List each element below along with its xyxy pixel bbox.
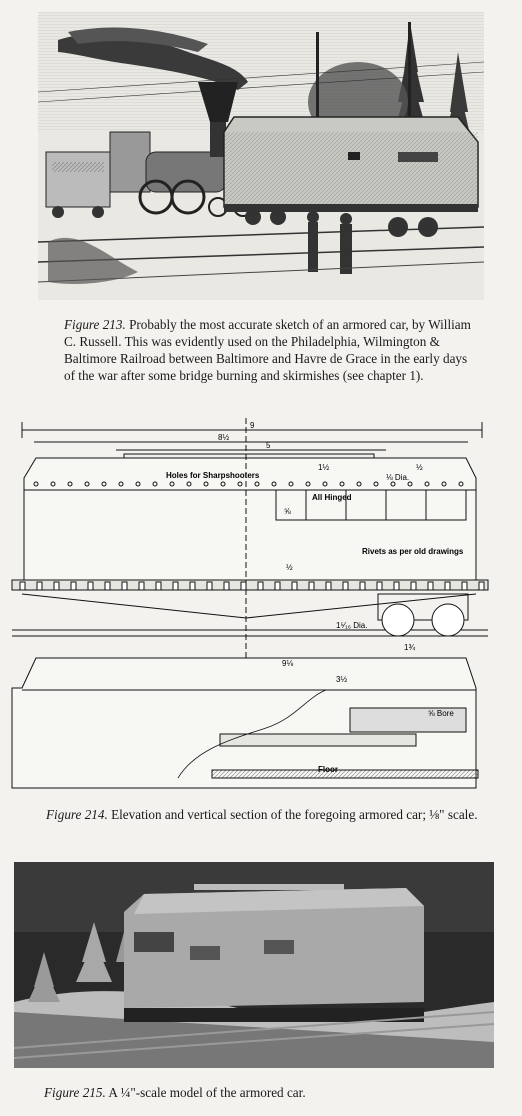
figure-213-caption bbox=[64, 316, 474, 384]
frame-post bbox=[207, 582, 212, 590]
frame-post bbox=[241, 582, 246, 590]
frame-post bbox=[360, 582, 365, 590]
label-hinged: All Hinged bbox=[312, 493, 352, 502]
dim-section-inner: 3½ bbox=[336, 675, 348, 684]
label-holes: Holes for Sharpshooters bbox=[166, 471, 260, 480]
frame-post bbox=[343, 582, 348, 590]
frame-post bbox=[37, 582, 42, 590]
frame-post bbox=[173, 582, 178, 590]
frame-post bbox=[377, 582, 382, 590]
label-rivets: Rivets as per old drawings bbox=[362, 547, 464, 556]
figure-215-text: A ¼"-scale model of the armored car. bbox=[108, 1085, 306, 1100]
dim-walkway-length: 5 bbox=[266, 441, 271, 450]
label-wheel-dia: 1⁵⁄₁₆ Dia. bbox=[336, 621, 368, 630]
figure-214-drawing bbox=[6, 418, 490, 796]
dim-spacing: 1½ bbox=[318, 463, 330, 472]
frame-post bbox=[224, 582, 229, 590]
frame-post bbox=[88, 582, 93, 590]
label-floor: Floor bbox=[318, 765, 338, 774]
frame-post bbox=[156, 582, 161, 590]
frame-post bbox=[54, 582, 59, 590]
dim-roof-length: 8½ bbox=[218, 433, 230, 442]
figure-214-label: Figure 214. bbox=[46, 807, 108, 822]
figure-213-text: Probably the most accurate sketch of an armored car, by William C. Russell. This was evidently used on the Philadelphia, Wilmington & Baltimore Railroad between Baltimore and Havre de Grace in the early days of the war after some bridge burning and skirmishes (see chapter 1). bbox=[64, 317, 471, 383]
dim-frame: ½ bbox=[286, 563, 293, 572]
figure-214-text: Elevation and vertical section of the foregoing armored car; ⅛" scale. bbox=[111, 807, 478, 822]
frame-post bbox=[20, 582, 25, 590]
figure-213-engraving bbox=[38, 12, 484, 300]
dim-small: ½ bbox=[416, 463, 423, 472]
label-bore: ⅝ Bore bbox=[428, 709, 454, 718]
figure-215-photo bbox=[14, 862, 494, 1068]
frame-post bbox=[105, 582, 110, 590]
frame-post bbox=[309, 582, 314, 590]
frame-post bbox=[292, 582, 297, 590]
figure-215-caption bbox=[44, 1084, 484, 1101]
frame-post bbox=[394, 582, 399, 590]
figure-213-label: Figure 213. bbox=[64, 317, 126, 332]
label-hole-dia: ⅛ Dia. bbox=[386, 473, 410, 482]
frame-post bbox=[139, 582, 144, 590]
dim-truck: 1¾ bbox=[404, 643, 416, 652]
dim-section-length: 9⅛ bbox=[282, 659, 294, 668]
frame-post bbox=[462, 582, 467, 590]
frame-post bbox=[275, 582, 280, 590]
frame-post bbox=[411, 582, 416, 590]
frame-post bbox=[445, 582, 450, 590]
frame-post bbox=[326, 582, 331, 590]
figure-215-label: Figure 215. bbox=[44, 1085, 106, 1100]
figure-214-caption bbox=[46, 806, 486, 823]
dim-door: ⅝ bbox=[284, 507, 291, 516]
frame-post bbox=[479, 582, 484, 590]
frame-post bbox=[71, 582, 76, 590]
frame-post bbox=[190, 582, 195, 590]
frame-post bbox=[122, 582, 127, 590]
frame-post bbox=[428, 582, 433, 590]
dim-overall-length: 9 bbox=[250, 421, 255, 430]
frame-post bbox=[258, 582, 263, 590]
